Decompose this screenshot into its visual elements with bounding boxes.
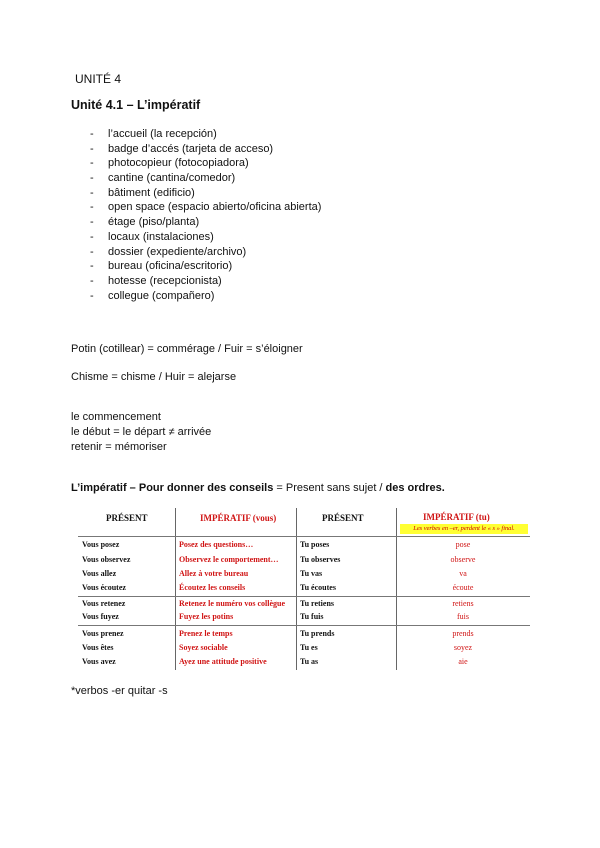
- table-header: IMPÉRATIF (tu): [423, 512, 490, 522]
- list-item-text: collegue (compañero): [108, 289, 215, 302]
- list-item-text: hotesse (recepcionista): [108, 274, 222, 287]
- table-cell: Vous allez: [82, 569, 117, 578]
- list-dash: -: [90, 230, 94, 243]
- list-dash: -: [90, 186, 94, 199]
- table-cell: Vous retenez: [82, 599, 126, 608]
- note-line: Potin (cotillear) = commérage / Fuir = s’éloigner: [71, 343, 303, 355]
- table-cell: Vous posez: [82, 540, 120, 549]
- list-dash: -: [90, 216, 94, 229]
- list-item: [90, 171, 321, 186]
- list-item: [90, 230, 321, 245]
- list-item-text: bureau (oficina/escritorio): [108, 260, 233, 273]
- list-item-text: badge d’accés (tarjeta de acceso): [108, 142, 274, 155]
- note-line: le début = le départ ≠ arrivée: [71, 426, 212, 438]
- table-cell: soyez: [453, 643, 473, 652]
- table-cell: Observez le comportement…: [179, 555, 279, 564]
- note-line: retenir = mémoriser: [71, 441, 167, 453]
- list-item: [90, 200, 321, 215]
- list-item: [90, 245, 321, 260]
- unit-label: UNITÉ 4: [75, 72, 122, 86]
- table-cell: prends: [452, 629, 474, 638]
- list-item: [90, 215, 321, 230]
- list-item: [90, 156, 321, 171]
- table-cell: Vous prenez: [82, 629, 124, 638]
- table-cell: retiens: [452, 599, 474, 608]
- list-item-text: bâtiment (edificio): [108, 186, 195, 199]
- list-dash: -: [90, 142, 94, 155]
- table-cell: Fuyez les potins: [179, 612, 234, 621]
- list-dash: -: [90, 128, 94, 140]
- header-note: Les verbes en –er, perdent le « s » final.: [400, 524, 528, 534]
- table-cell: Tu es: [300, 643, 318, 652]
- table-rule: [78, 625, 530, 626]
- table-cell: Tu retiens: [300, 599, 335, 608]
- table-cell: Retenez le numéro vos collègue: [179, 599, 286, 608]
- table-cell: fuis: [457, 612, 469, 621]
- imperative-heading: [71, 482, 445, 494]
- list-dash: -: [90, 274, 94, 287]
- list-item: [90, 289, 321, 304]
- list-dash: -: [90, 289, 94, 302]
- vocab-list: [90, 127, 321, 303]
- table-cell: aie: [458, 657, 468, 666]
- table-divider: [396, 508, 397, 670]
- list-item-text: l’accueil (la recepción): [108, 128, 217, 140]
- note-line: Chisme = chisme / Huir = alejarse: [71, 371, 237, 383]
- table-cell: écoute: [452, 583, 474, 592]
- table-cell: Tu fuis: [300, 612, 324, 621]
- table-header: IMPÉRATIF (vous): [200, 513, 277, 523]
- table-cell: va: [459, 569, 467, 578]
- table-rule: [78, 536, 530, 537]
- imperative-heading-end: des ordres.: [385, 482, 445, 494]
- footnote: *verbos -er quitar -s: [71, 685, 168, 697]
- table-cell: Allez à votre bureau: [179, 569, 249, 578]
- imperative-heading-bold-rest: – Pour donner des conseils: [126, 482, 274, 494]
- list-item: [90, 186, 321, 201]
- table-cell: Vous fuyez: [82, 612, 119, 621]
- list-item: [90, 259, 321, 274]
- list-item-text: locaux (instalaciones): [108, 230, 214, 243]
- list-item-text: dossier (expediente/archivo): [108, 245, 247, 258]
- table-cell: Écoutez les conseils: [179, 583, 246, 592]
- list-item-text: photocopieur (fotocopiadora): [108, 157, 249, 170]
- table-cell: observe: [450, 555, 476, 564]
- list-dash: -: [90, 260, 94, 273]
- imperative-heading-plain: = Present sans sujet /: [273, 482, 386, 494]
- table-divider: [296, 508, 297, 670]
- table-cell: Tu prends: [300, 629, 335, 638]
- table-cell: Prenez le temps: [179, 629, 233, 638]
- list-item: [90, 127, 321, 142]
- table-rule: [78, 596, 530, 597]
- list-item-text: cantine (cantina/comedor): [108, 172, 236, 185]
- note-line: le commencement: [71, 411, 161, 423]
- table-cell: Tu écoutes: [300, 583, 336, 592]
- conjugation-table: [78, 508, 530, 670]
- list-item-text: open space (espacio abierto/oficina abierta): [108, 201, 322, 214]
- list-dash: -: [90, 245, 94, 258]
- table-cell: Vous êtes: [82, 643, 114, 652]
- list-item: [90, 142, 321, 157]
- table-cell: Soyez sociable: [179, 643, 228, 652]
- table-cell: Vous écoutez: [82, 583, 126, 592]
- table-cell: Ayez une attitude positive: [179, 657, 267, 666]
- table-cell: Tu observes: [300, 555, 341, 564]
- list-dash: -: [90, 201, 94, 214]
- table-header: PRÉSENT: [106, 513, 148, 523]
- table-cell: Tu poses: [300, 540, 330, 549]
- table-cell: Tu as: [300, 657, 319, 666]
- table-cell: Tu vas: [300, 569, 323, 578]
- list-dash: -: [90, 172, 94, 185]
- table-cell: Vous observez: [82, 555, 131, 564]
- table-cell: Posez des questions…: [179, 540, 254, 549]
- table-cell: Vous avez: [82, 657, 116, 666]
- table-header: PRÉSENT: [322, 513, 364, 523]
- imperative-heading-bold: L’impératif: [71, 482, 127, 494]
- list-dash: -: [90, 157, 94, 170]
- table-cell: pose: [455, 540, 471, 549]
- section-title: Unité 4.1 – L’impératif: [71, 98, 201, 112]
- list-item-text: étage (piso/planta): [108, 216, 200, 229]
- table-divider: [175, 508, 176, 670]
- list-item: [90, 274, 321, 289]
